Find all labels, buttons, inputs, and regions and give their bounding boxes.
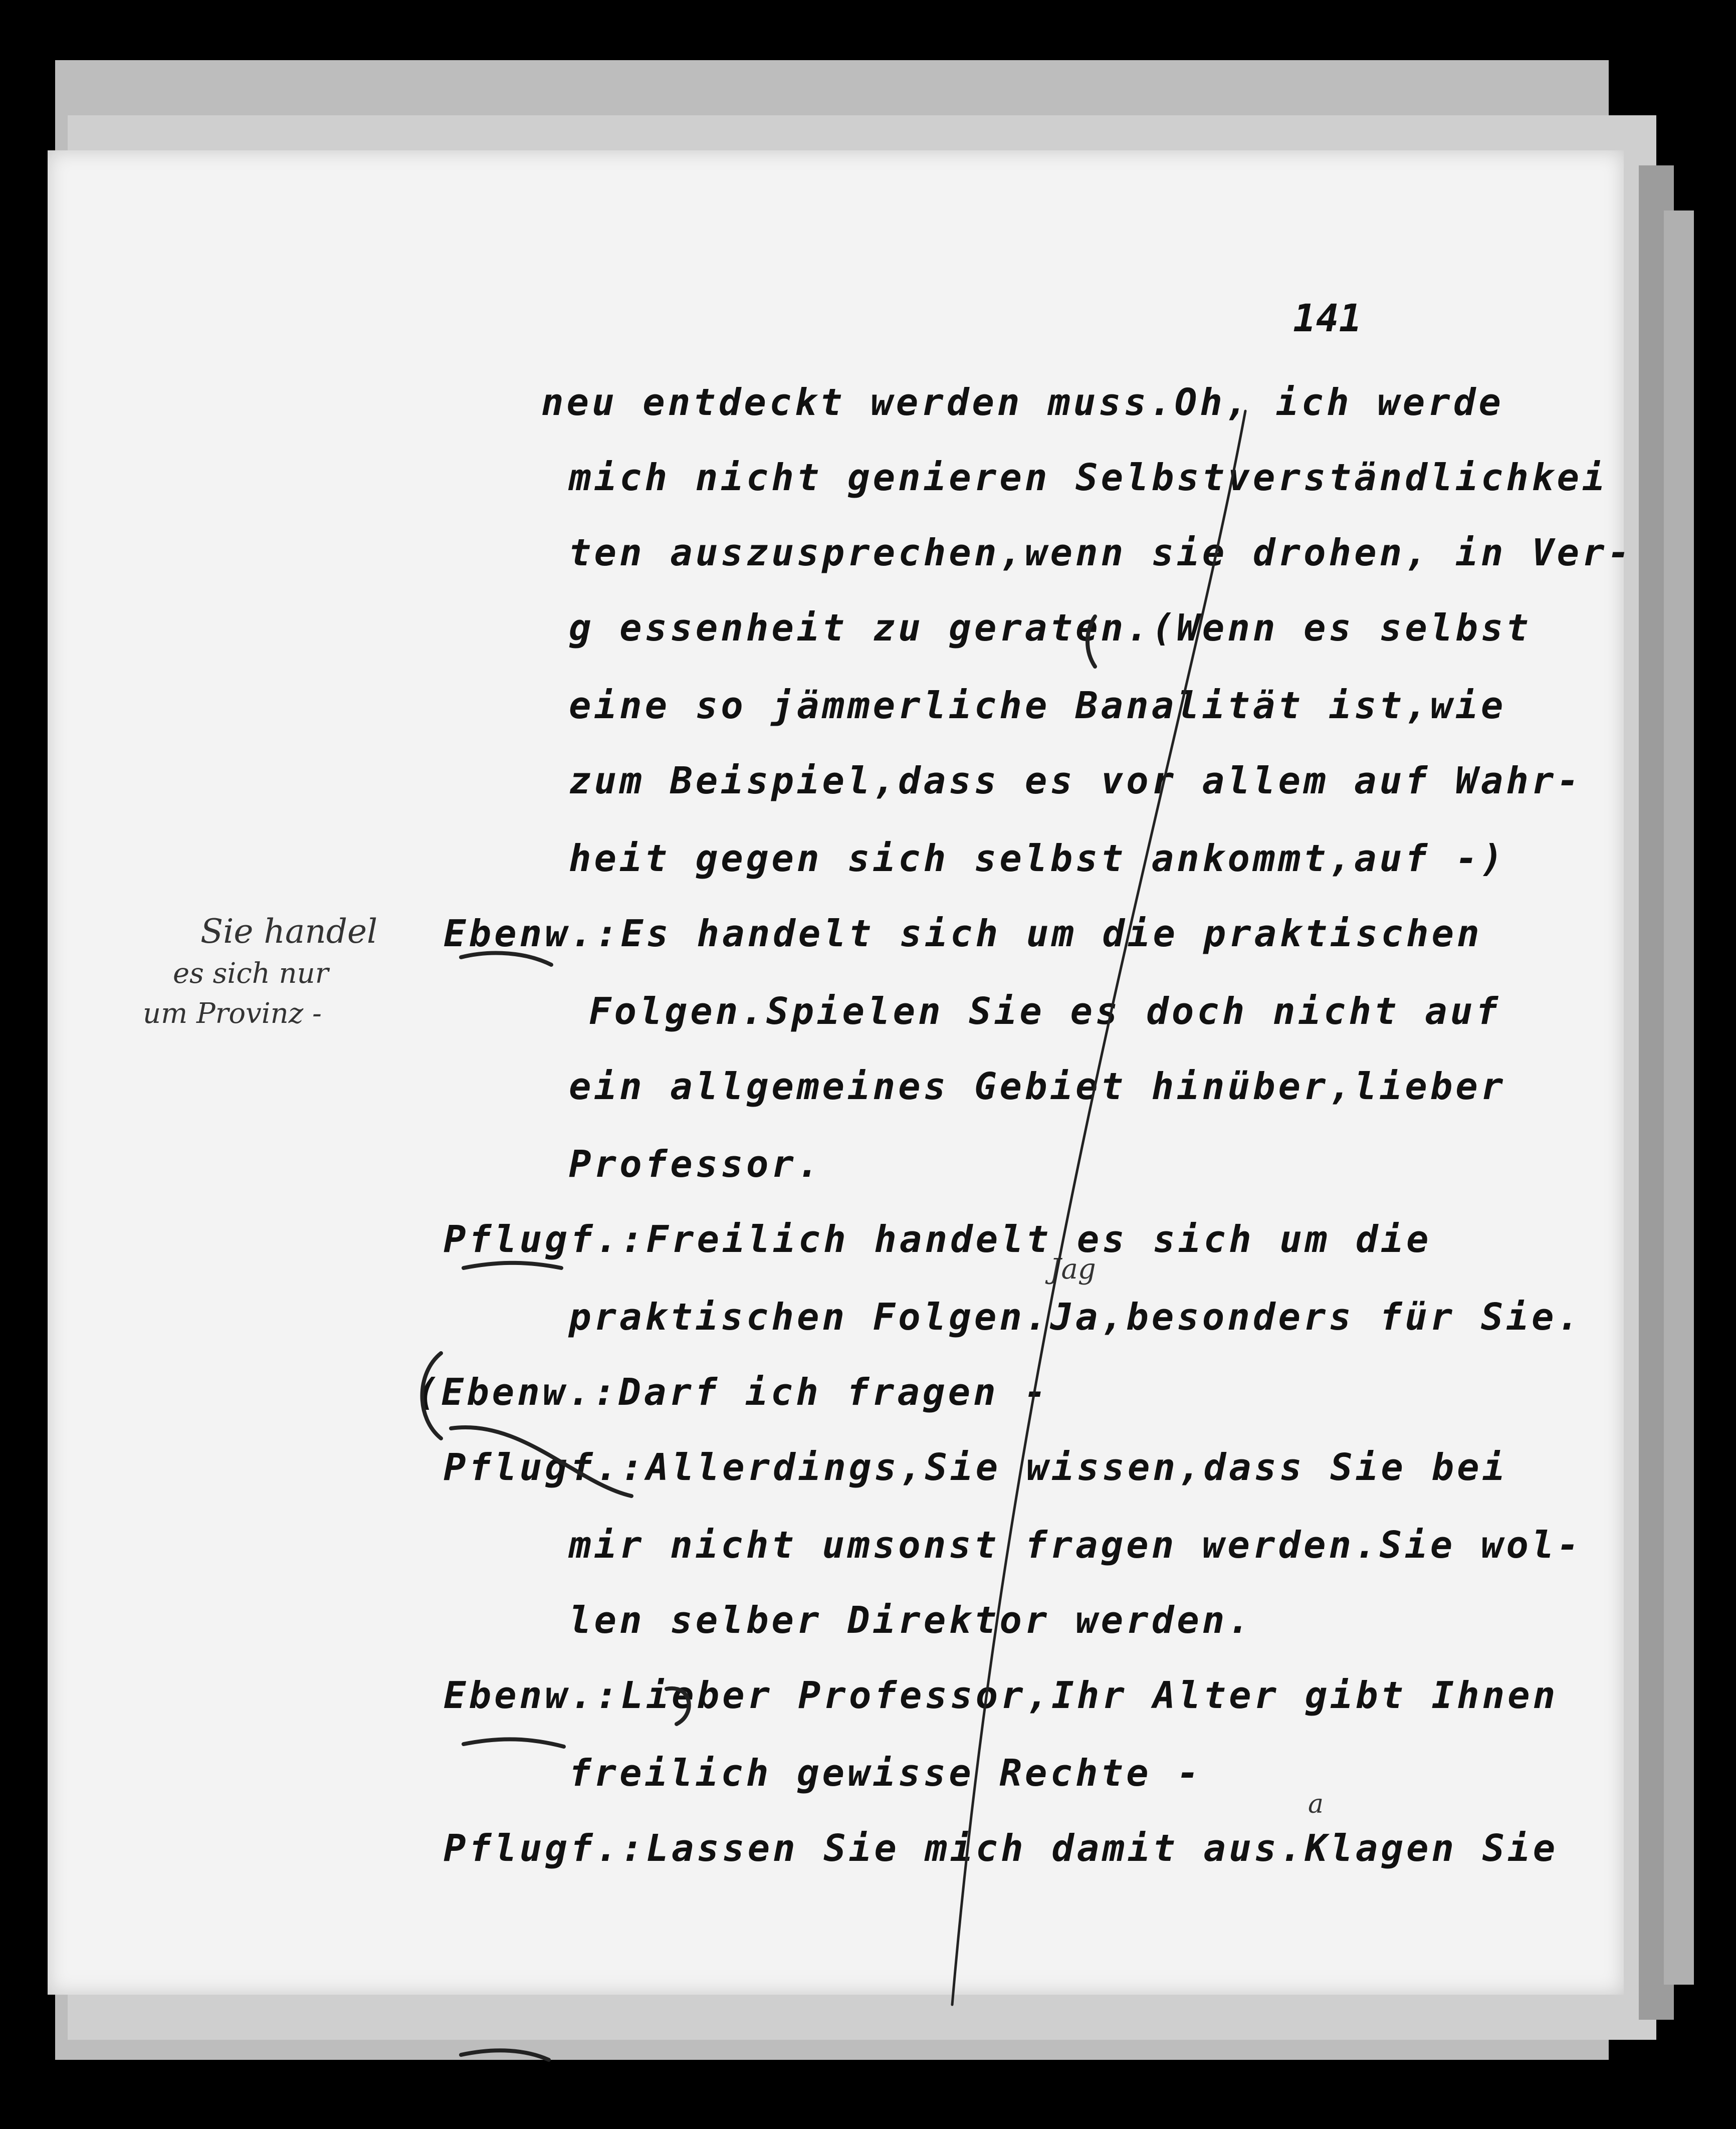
text-line: (Ebenw.:Darf ich fragen - (416, 1371, 1049, 1414)
underline-mark (451, 1427, 631, 1496)
correction-mark (667, 1688, 689, 1724)
underline-mark (461, 953, 551, 965)
bracket-mark (422, 1353, 442, 1438)
text-line: ein allgemeines Gebiet hinüber,lieber (569, 1065, 1506, 1108)
margin-note-line: es sich nur (173, 957, 329, 990)
text-line: Ebenw.:Es handelt sich um die praktischen (444, 912, 1482, 955)
underline-mark (464, 1739, 564, 1747)
margin-note-line: Sie handel (200, 912, 378, 951)
text-line: heit gegen sich selbst ankommt,auf -) (569, 837, 1506, 880)
text-line: Ebenw.:Lieber Professor,Ihr Alter gibt Ihnen (444, 1674, 1559, 1717)
text-line: len selber Direktor werden. (569, 1599, 1253, 1642)
text-line: ten auszusprechen,wenn sie drohen, in Ver- (569, 531, 1633, 574)
vertical-pen-stroke (952, 411, 1245, 2005)
text-line: Folgen.Spielen Sie es doch nicht auf (589, 990, 1501, 1033)
handwritten-insert: Jag (1050, 1253, 1096, 1286)
text-line: g essenheit zu geraten.(Wenn es selbst (569, 606, 1532, 650)
text-line: mir nicht umsonst fragen werden.Sie wol- (569, 1524, 1583, 1567)
text-line: freilich gewisse Rechte - (569, 1752, 1202, 1795)
text-line: praktischen Folgen.Ja,besonders für Sie. (569, 1296, 1583, 1339)
text-line: neu entdeckt werden muss.Oh, ich werde (541, 381, 1504, 424)
underline-mark (464, 1263, 561, 1268)
page-number: 141 (1293, 296, 1362, 340)
text-line: eine so jämmerliche Banalität ist,wie (569, 684, 1506, 727)
margin-note-line: um Provinz - (143, 997, 322, 1030)
handwritten-insert: a (1308, 1789, 1324, 1819)
text-line: Pflugf.:Allerdings,Sie wissen,dass Sie bei (444, 1446, 1508, 1489)
text-line: Professor. (569, 1143, 822, 1186)
text-line: Pflugf.:Freilich handelt es sich um die (444, 1218, 1432, 1261)
underline-mark (461, 2050, 549, 2060)
bracket-mark (1088, 616, 1095, 667)
text-line: mich nicht genieren Selbstverständlichkei (569, 456, 1608, 499)
text-line: Pflugf.:Lassen Sie mich damit aus.Klagen Sie (444, 1827, 1559, 1870)
text-line: zum Beispiel,dass es vor allem auf Wahr- (569, 759, 1583, 802)
